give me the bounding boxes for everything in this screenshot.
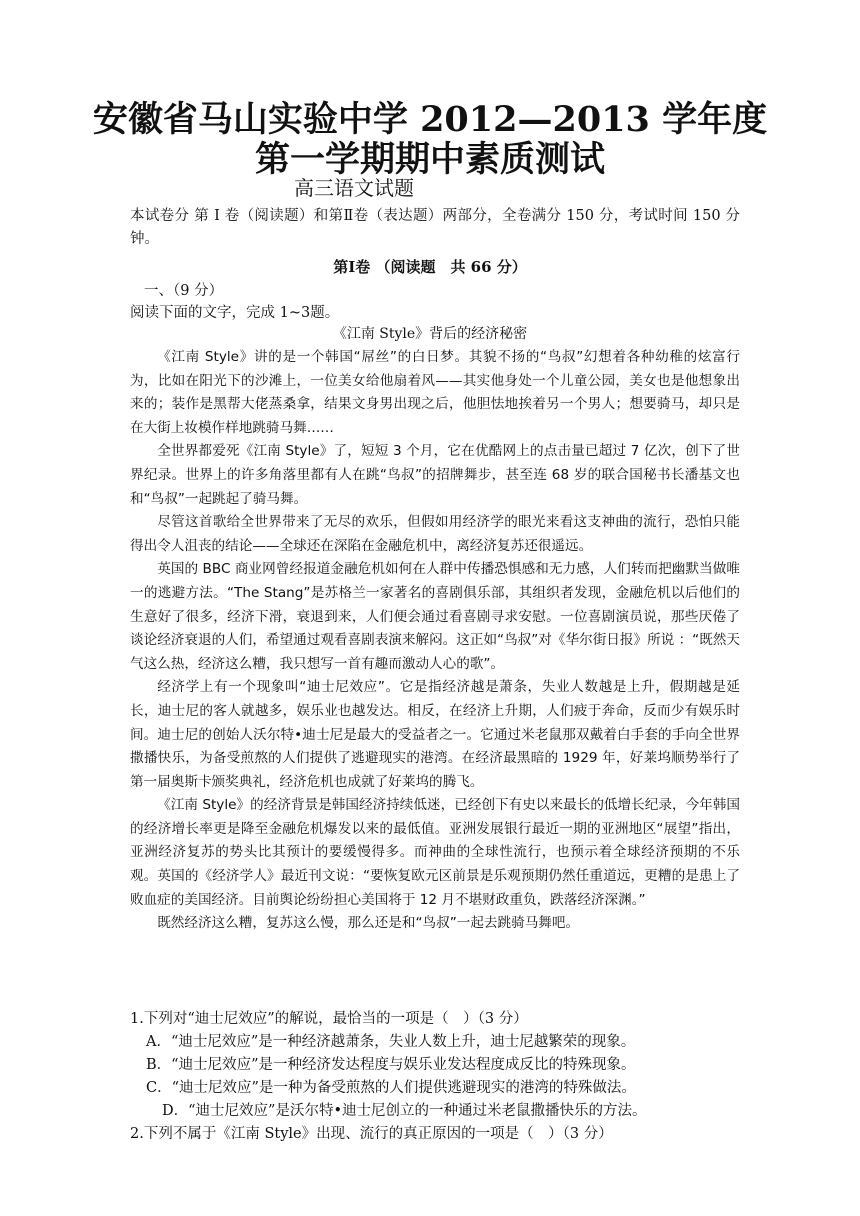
- article-paragraph: 既然经济这么糟，复苏这么慢，那么还是和“鸟叔”一起去跳骑马舞吧。: [157, 915, 580, 932]
- part-one-label: 一、（9 分）: [144, 283, 224, 299]
- exam-subtitle: 高三语文试题: [294, 176, 414, 200]
- question-1-option-d: D．“迪士尼效应”是沃尔特•迪士尼创立的一种通过米老鼠撒播快乐的方法。: [162, 1103, 647, 1119]
- exam-intro: 本试卷分 第 I 卷（阅读题）和第Ⅱ卷（表达题）两部分，全卷满分 150 分，考试时间 150 分钟。: [130, 208, 740, 247]
- article-paragraph: 经济学上有一个现象叫“迪士尼效应”。它是指经济越是萧条，失业人数越是上升，假期越是延长，迪士尼的客人就越多，娱乐业也越发达。相反，在经济上升期，人们疲于奔命，反而少有娱乐时间。迪士尼的创始人沃尔特•迪士尼是最大的受益者之一。它通过米老鼠那双戴着白手套的手向全世界撒播快乐，为备受煎熬的人们提供了逃避现实的港湾。在经济最黑暗的 1929 年，好莱坞顺势举行了第一届奥斯卡颁奖典礼，经济危机也成就了好莱坞的腾飞。: [130, 679, 740, 790]
- question-1-option-a: A．“迪士尼效应”是一种经济越萧条，失业人数上升，迪士尼越繁荣的现象。: [146, 1034, 636, 1050]
- question-1-option-c: C．“迪士尼效应”是一种为备受煎熬的人们提供逃避现实的港湾的特殊做法。: [146, 1080, 636, 1096]
- exam-title-line1: 安徽省马山实验中学 2012—2013 学年度: [92, 99, 768, 140]
- article-title: 《江南 Style》背后的经济秘密: [332, 326, 528, 342]
- question-2-stem: 2.下列不属于《江南 Style》出现、流行的真正原因的一项是（ ）（3 分）: [130, 1126, 613, 1142]
- article-paragraph: 《江南 Style》的经济背景是韩国经济持续低迷，已经创下有史以来最长的低增长纪录，今年韩国的经济增长率更是降至金融危机爆发以来的最低值。亚洲发展银行最近一期的亚洲地区“展望”指出，亚洲经济复苏的势头比其预计的要缓慢得多。而神曲的全球性流行，也预示着全球经济预期的不乐观。英国的《经济学人》最近刊文说：“要恢复欧元区前景是乐观预期仍然任重道远，更糟的是患上了败血症的美国经济。目前舆论纷纷担心美国将于 12 月不堪财政重负，跌落经济深渊。”: [130, 797, 740, 908]
- article-body: [130, 346, 740, 936]
- part-one-instruction: 阅读下面的文字，完成 1~3题。: [130, 305, 340, 321]
- section-heading: 第Ⅰ卷 （阅读题 共 66 分）: [333, 258, 527, 276]
- question-1-stem: 1.下列对“迪士尼效应”的解说，最恰当的一项是（ ）（3 分）: [130, 1011, 528, 1027]
- article-paragraph: 《江南 Style》讲的是一个韩国“屌丝”的白日梦。其貌不扬的“鸟叔”幻想着各种幼稚的炫富行为，比如在阳光下的沙滩上，一位美女给他扇着风——其实他身处一个儿童公园，美女也是他想象出来的；装作是黑帮大佬蒸桑拿，结果文身男出现之后，他胆怯地挨着另一个男人；想要骑马，却只是在大街上妆模作样地跳骑马舞……: [130, 349, 740, 436]
- article-paragraph: 尽管这首歌给全世界带来了无尽的欢乐，但假如用经济学的眼光来看这支神曲的流行，恐怕只能得出令人沮丧的结论——全球还在深陷在金融危机中，离经济复苏还很遥远。: [130, 514, 740, 554]
- article-paragraph: 英国的 BBC 商业网曾经报道金融危机如何在人群中传播恐惧感和无力感，人们转而把幽默当做唯一的逃避方法。“The Stang”是苏格兰一家著名的喜剧俱乐部，其组织者发现，金融危机以后他们的生意好了很多，经济下滑，衰退到来，人们便会通过看喜剧寻求安慰。一位喜剧演员说，那些厌倦了谈论经济衰退的人们，希望通过观看喜剧表演来解闷。这正如“鸟叔”对《华尔街日报》所说 ：“既然天气这么热，经济这么糟，我只想写一首有趣而激动人心的歌”。: [130, 561, 740, 672]
- question-1-option-b: B．“迪士尼效应”是一种经济发达程度与娱乐业发达程度成反比的特殊现象。: [146, 1057, 636, 1073]
- article-paragraph: 全世界都爱死《江南 Style》了，短短 3 个月，它在优酷网上的点击量已超过 7 亿次，创下了世界纪录。世界上的许多角落里都有人在跳“鸟叔”的招牌舞步，甚至连 68 岁的联合国秘书长潘基文也和“鸟叔”一起跳起了骑马舞。: [130, 443, 740, 507]
- exam-title-line2: 第一学期期中素质测试: [254, 139, 605, 180]
